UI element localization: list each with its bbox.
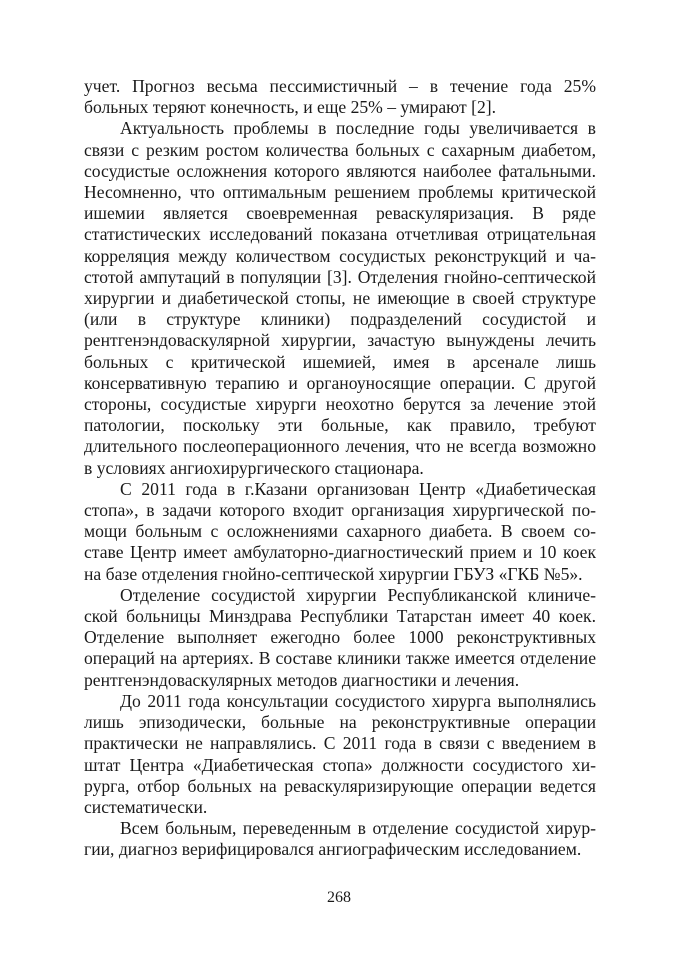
paragraph-2: Актуальность проблемы в последние годы увеличивается в связи с резким ростом количества больных с сахарным диабетом, сосудистые осложнения которого являются наиболее фатальными. Несомненно, что оптимальным решением проблемы критической ишемии является своевременная реваскуляризация. В ряде статистических исследований показана отчетливая отрицательная корреляция между количеством сосудистых реконструкций и частотой ампутаций в популяции [3]. Отделения гнойно-септической хирургии и диабетической стопы, не имеющие в своей структуре (или в структуре клиники) подразделений сосудистой и рентгенэндоваскулярной хирургии, зачастую вынуждены лечить больных с критической ишемией, имея в арсенале лишь консервативную терапию и органоуносящие операции. С другой стороны, сосудистые хирурги неохотно берутся за лечение этой патологии, поскольку эти больные, как правило, требуют длительного послеоперационного лечения, что не всегда возможно в условиях ангиохирургического стационара. xyxy=(84,118,596,478)
paragraph-5: До 2011 года консультации сосудистого хирурга выполнялись лишь эпизодически, больные на реконструктивные операции практически не направлялись. С 2011 года в связи с введением в штат Центра «Диабетическая стопа» должности сосудистого хирурга, отбор больных на реваскуляризирующие операции ведется систематически. xyxy=(84,690,596,817)
body-text xyxy=(84,76,596,861)
page-number: 268 xyxy=(327,889,351,906)
paragraph-3: С 2011 года в г.Казани организован Центр «Диабетическая стопа», в задачи которого входит организация хирургической помощи больным с осложнениями сахарного диабета. В своем составе Центр имеет амбулаторно-диагностический прием и 10 коек на базе отделения гнойно-септической хирургии ГБУЗ «ГКБ №5». xyxy=(84,478,596,584)
paragraph-6: Всем больным, переведенным в отделение сосудистой хирургии, диагноз верифицировался ангиографическим исследованием. xyxy=(84,818,596,860)
paragraph-4: Отделение сосудистой хирургии Республиканской клинической больницы Минздрава Республики Татарстан имеет 40 коек. Отделение выполняет ежегодно более 1000 реконструктивных операций на артериях. В составе клиники также имеется отделение рентгенэндоваскулярных методов диагностики и лечения. xyxy=(84,584,596,690)
paragraph-1: учет. Прогноз весьма пессимистичный – в течение года 25% больных теряют конечность, и еще 25% – умирают [2]. xyxy=(84,76,596,118)
